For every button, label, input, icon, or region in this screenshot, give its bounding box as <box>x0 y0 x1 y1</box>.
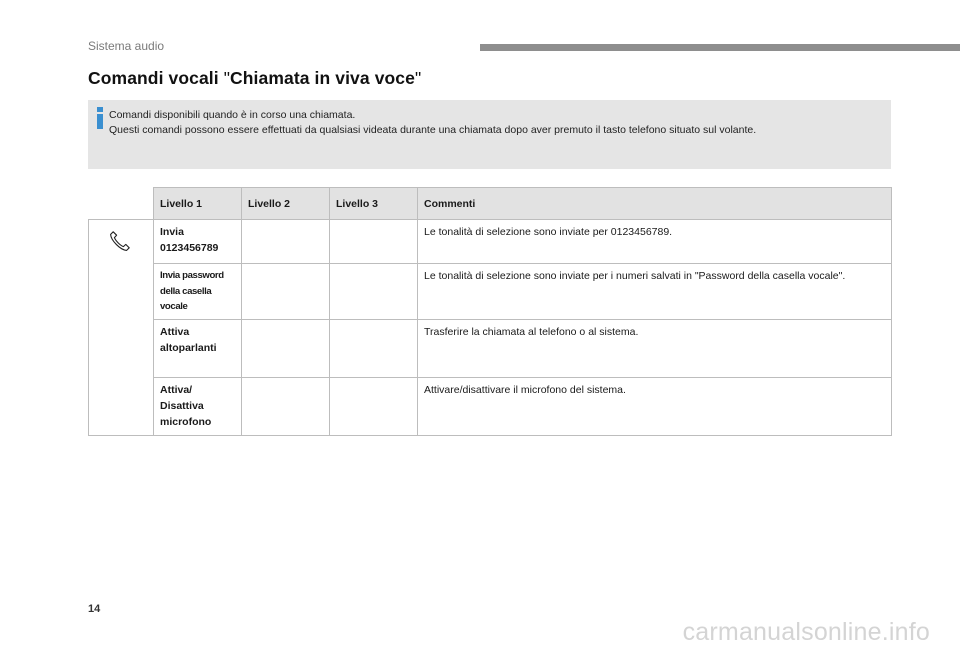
row-4-livello-1: Attiva/ Disattiva microfono <box>154 378 242 436</box>
table-row <box>89 264 892 320</box>
row-4-livello-3 <box>330 378 418 436</box>
table-row <box>89 220 892 264</box>
title-prefix: Comandi vocali <box>88 68 224 88</box>
table-row <box>89 378 892 436</box>
page-title <box>88 68 421 89</box>
header-livello-1: Livello 1 <box>154 188 242 220</box>
title-main: Chiamata in viva voce <box>230 68 415 88</box>
row-1-comment: Le tonalità di selezione sono inviate per 0123456789. <box>418 220 892 264</box>
watermark: carmanualsonline.info <box>682 618 930 646</box>
info-line-2: Questi comandi possono essere effettuati da qualsiasi videata durante una chiamata dopo aver premuto il tasto telefono situato sul volante. <box>109 124 757 136</box>
row-2-livello-2 <box>242 264 330 320</box>
phone-icon <box>109 230 131 252</box>
row-4-livello-2 <box>242 378 330 436</box>
row-3-livello-2 <box>242 320 330 378</box>
table-header-row <box>89 188 892 220</box>
header-livello-3: Livello 3 <box>330 188 418 220</box>
info-box <box>88 100 891 169</box>
row-4-comment: Attivare/disattivare il microfono del sistema. <box>418 378 892 436</box>
row-1-livello-1: Invia 0123456789 <box>154 220 242 264</box>
row-1-livello-3 <box>330 220 418 264</box>
row-1-livello-2 <box>242 220 330 264</box>
info-icon <box>96 107 104 128</box>
row-2-comment: Le tonalità di selezione sono inviate per i numeri salvati in "Password della casella vocale". <box>418 264 892 320</box>
header-bar <box>480 44 960 51</box>
row-2-livello-1: Invia password della casella vocale <box>154 264 242 320</box>
title-quote-close: " <box>414 68 422 88</box>
header-commenti: Commenti <box>418 188 892 220</box>
title-quote-open: " <box>223 68 231 88</box>
row-3-livello-3 <box>330 320 418 378</box>
row-3-comment: Trasferire la chiamata al telefono o al sistema. <box>418 320 892 378</box>
row-2-livello-3 <box>330 264 418 320</box>
info-text <box>109 108 756 138</box>
info-line-1: Comandi disponibili quando è in corso una chiamata. <box>109 109 356 121</box>
row-3-livello-1: Attiva altoparlanti <box>154 320 242 378</box>
voice-commands-table <box>88 187 892 436</box>
page-number: 14 <box>88 603 101 615</box>
header-livello-2: Livello 2 <box>242 188 330 220</box>
phone-icon-cell <box>89 220 154 436</box>
header-blank-cell <box>89 188 154 220</box>
section-label: Sistema audio <box>88 39 165 53</box>
table-row <box>89 320 892 378</box>
